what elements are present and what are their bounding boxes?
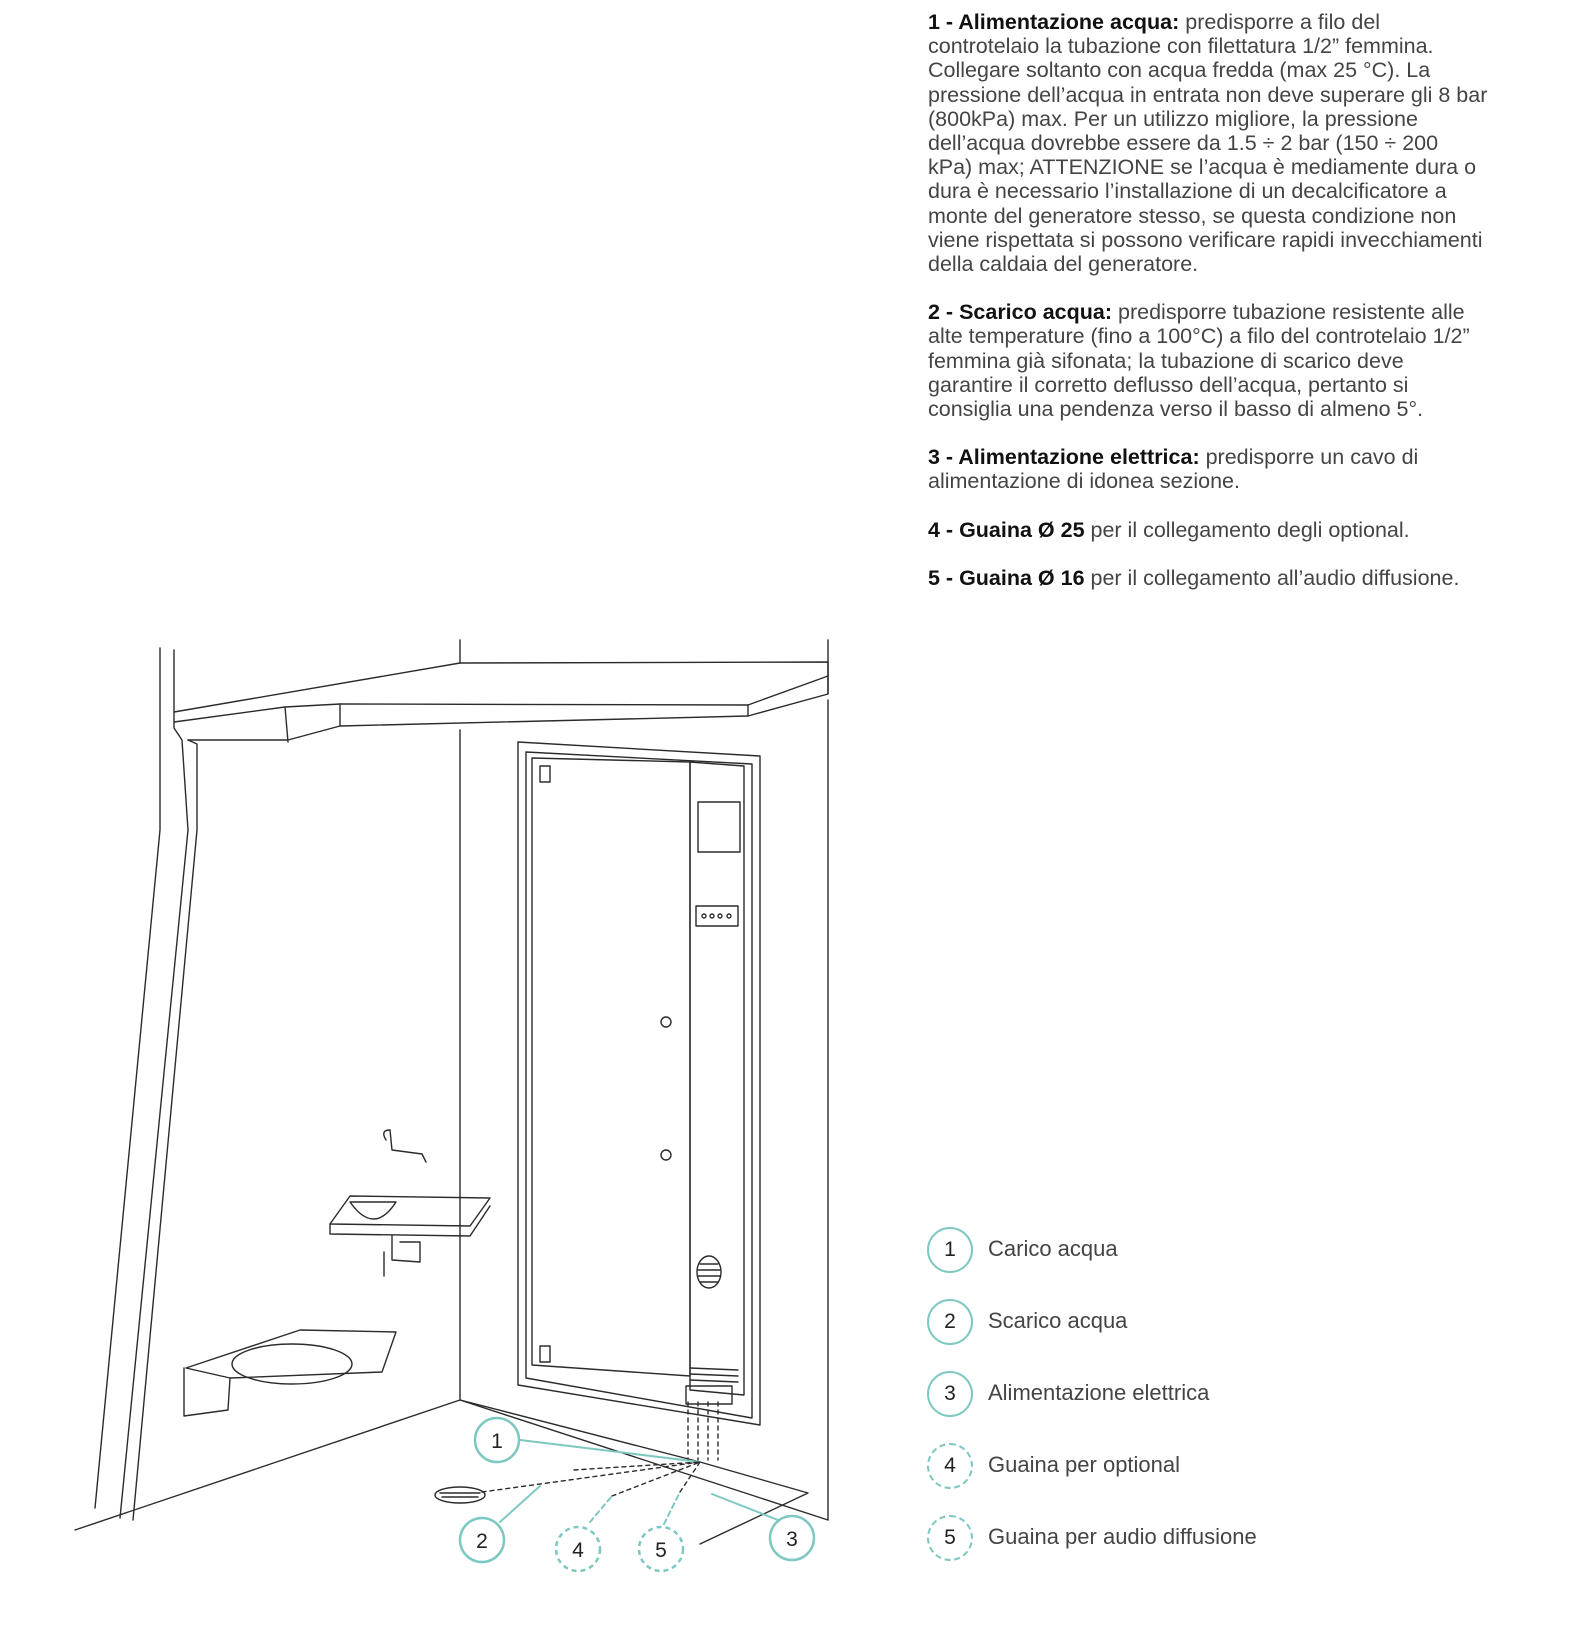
faucet xyxy=(384,1130,426,1162)
ceiling xyxy=(174,662,828,740)
instruction-text: per il collegamento all’audio diffusione. xyxy=(1084,565,1460,590)
siphon xyxy=(384,1236,420,1276)
legend-item-5 xyxy=(927,1515,1487,1587)
lower-sink xyxy=(186,1330,396,1378)
legend-number-badge: 4 xyxy=(927,1443,973,1489)
display-screen xyxy=(698,802,740,852)
instruction-text: per il collegamento degli optional. xyxy=(1084,517,1410,542)
instruction-title: 3 - Alimentazione elettrica: xyxy=(928,445,1200,470)
instruction-5 xyxy=(928,566,1488,590)
control-column xyxy=(690,762,744,1395)
legend-number-badge: 2 xyxy=(927,1299,973,1345)
instruction-title: 4 - Guaina Ø 25 xyxy=(928,517,1085,542)
callout-1-label: 1 xyxy=(491,1430,503,1453)
left-wall-inner xyxy=(120,650,188,1518)
instruction-text: predisporre tubazione resistente alle alte temperature (fino a 100°C) a filo del controtelaio 1/2” femmina già sifonata; la tubazione di scarico deve garantire il corretto deflusso dell’acqua, pertanto si consiglia una pendenza verso il basso di almeno 5°. xyxy=(928,300,1470,422)
instruction-title: 1 - Alimentazione acqua: xyxy=(928,10,1180,34)
callout-4-label: 4 xyxy=(572,1539,584,1562)
door-panel xyxy=(532,758,690,1376)
vent-grille xyxy=(690,1368,738,1382)
callout-3-label: 3 xyxy=(786,1528,798,1551)
legend-label: Guaina per audio diffusione xyxy=(988,1524,1257,1549)
legend-number-badge: 3 xyxy=(927,1371,973,1417)
legend-label: Scarico acqua xyxy=(988,1308,1128,1333)
legend-number-badge: 1 xyxy=(927,1227,973,1273)
left-wall-outer xyxy=(95,648,160,1508)
legend-item-1 xyxy=(927,1227,1487,1299)
door-handle-bottom xyxy=(661,1150,671,1160)
connection-legend xyxy=(927,1227,1487,1587)
instruction-text: predisporre a filo del controtelaio la tubazione con filettatura 1/2” femmina. Collegare soltanto con acqua fredda (max 25 °C). La pressione dell’acqua in entrata non deve superare gli 8 bar (800kPa) max. Per un utilizzo migliore, la pressione dell’acqua dovrebbe essere da 1.5 ÷ 2 bar (150 ÷ 200 kPa) max; ATTENZIONE se l’acqua è mediamente dura o dura è necessario l’installazione di un decalcificatore a monte del generatore stesso, se questa condizione non viene rispettata si possono verificare rapidi invecchiamenti della caldaia del generatore. xyxy=(928,10,1488,277)
instruction-4 xyxy=(928,518,1488,542)
installation-instructions xyxy=(928,10,1488,614)
legend-label: Alimentazione elettrica xyxy=(988,1380,1210,1405)
left-wall-inner2 xyxy=(133,740,197,1520)
callout-5-label: 5 xyxy=(655,1539,667,1562)
speaker-grille xyxy=(697,1256,721,1288)
legend-item-2 xyxy=(927,1299,1487,1371)
instruction-title: 2 - Scarico acqua: xyxy=(928,300,1113,325)
legend-number-badge: 5 xyxy=(927,1515,973,1561)
upper-shelf xyxy=(330,1196,490,1226)
instruction-2 xyxy=(928,300,1488,421)
instruction-title: 5 - Guaina Ø 16 xyxy=(928,565,1085,590)
legend-label: Guaina per optional xyxy=(988,1452,1181,1477)
door-handle-top xyxy=(661,1017,671,1027)
legend-item-4 xyxy=(927,1443,1487,1515)
floor-edge xyxy=(75,1400,828,1530)
floor-drain xyxy=(435,1487,485,1503)
callout-2-label: 2 xyxy=(476,1530,488,1553)
instruction-text: predisporre un cavo di alimentazione di idonea sezione. xyxy=(928,445,1419,494)
door-frame xyxy=(518,742,760,1425)
instruction-1 xyxy=(928,10,1488,276)
legend-label: Carico acqua xyxy=(988,1236,1118,1261)
legend-item-3 xyxy=(927,1371,1487,1443)
instruction-3 xyxy=(928,445,1488,493)
bowl xyxy=(350,1202,396,1219)
